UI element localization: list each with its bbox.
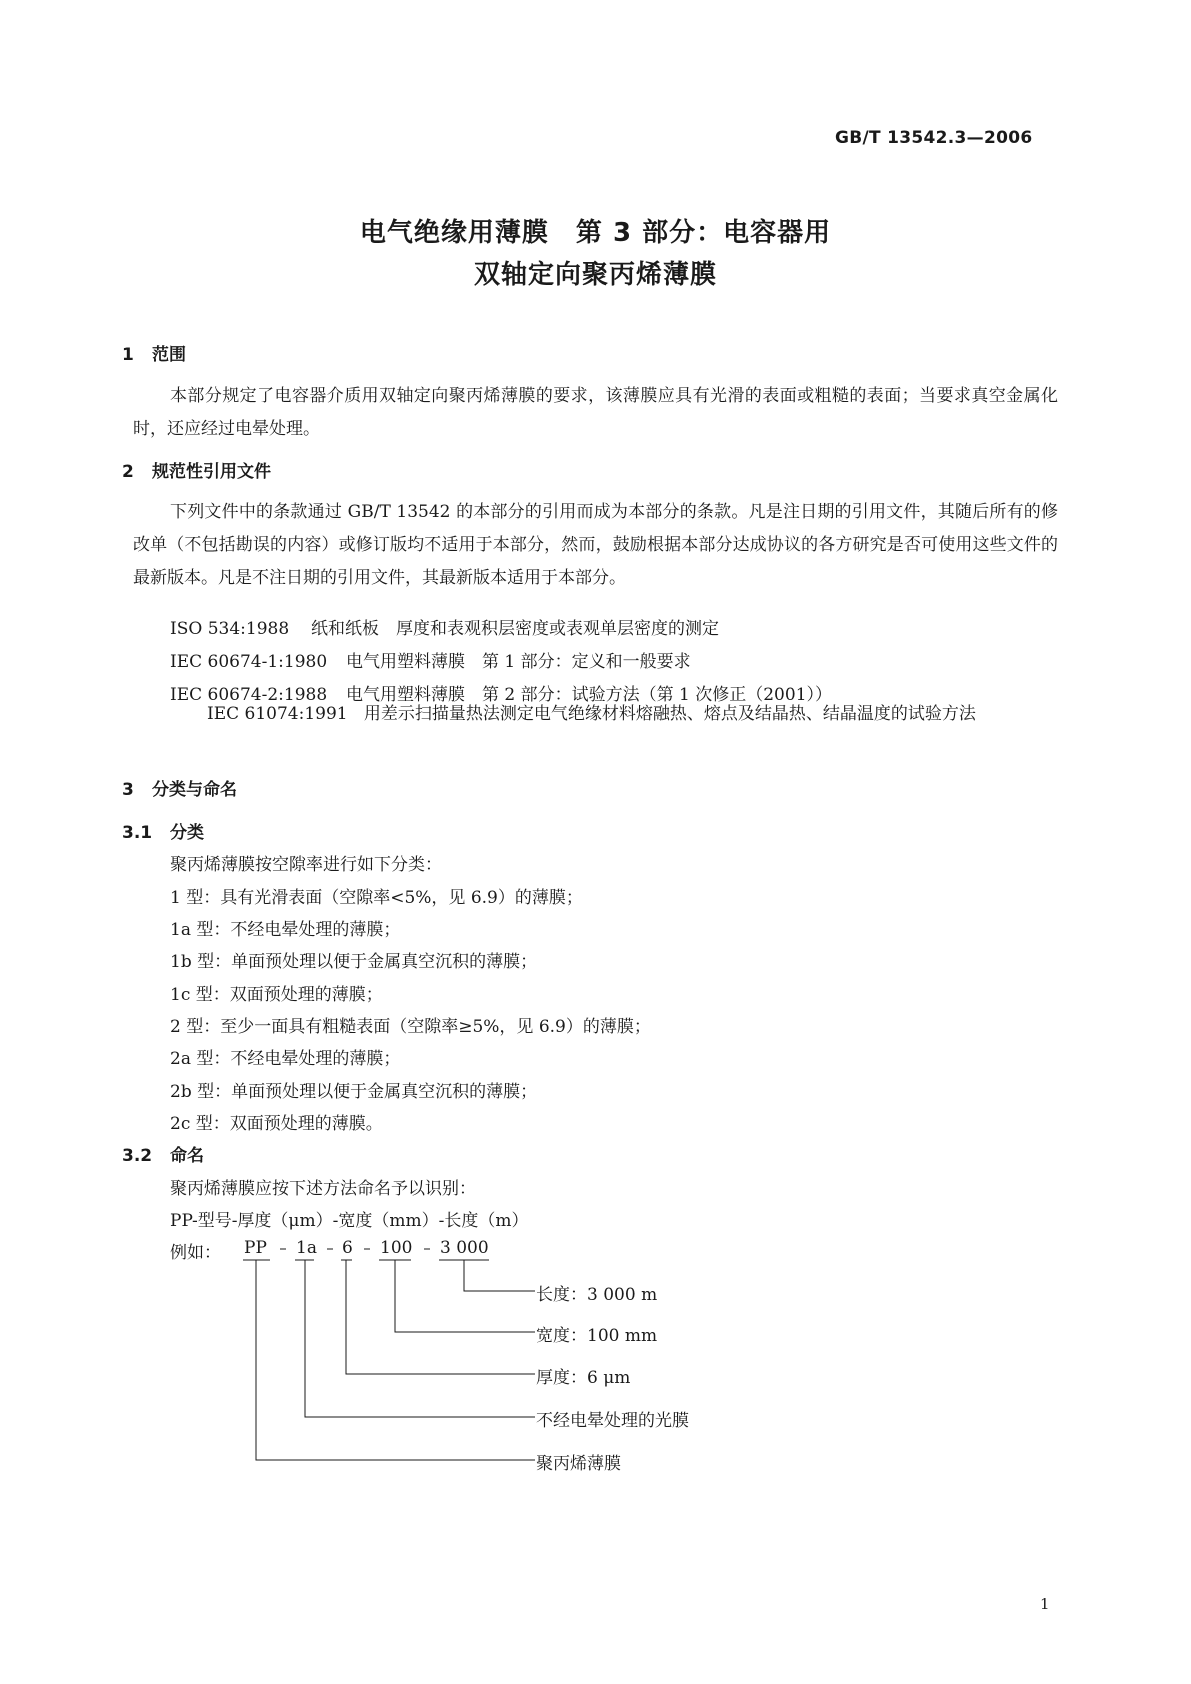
classification-line: 聚丙烯薄膜按空隙率进行如下分类： xyxy=(170,855,442,875)
classification-line: 2a 型：不经电晕处理的薄膜； xyxy=(170,1049,401,1069)
classification-line: 1 型：具有光滑表面（空隙率<5%，见 6.9）的薄膜； xyxy=(170,888,583,908)
classification-line: 1b 型：单面预处理以便于金属真空沉积的薄膜； xyxy=(170,952,538,972)
ref-id: IEC 60674-2:1988 xyxy=(170,685,328,705)
label-thickness: 厚度：6 μm xyxy=(536,1368,631,1388)
example-prefix: 例如： xyxy=(170,1243,221,1263)
classification-line: 1c 型：双面预处理的薄膜； xyxy=(170,985,383,1005)
section-2-text: 下列文件中的条款通过 GB/T 13542 的本部分的引用而成为本部分的条款。凡是注日期的引用文件，其随后所有的修改单（不包括勘误的内容）或修订版均不适用于本部分，然而，鼓励根据本部分达成协议的各方研究是否可使用这些文件的最新版本。凡是不注日期的引用文件，其最新版本适用于本部分。 xyxy=(133,502,1058,588)
title-line-1: 电气绝缘用薄膜 第 3 部分：电容器用 xyxy=(359,218,832,248)
ref-title: 电气用塑料薄膜 第 2 部分：试验方法（第 1 次修正（2001）） xyxy=(346,685,833,705)
ref-title: 用差示扫描量热法测定电气绝缘材料熔融热、熔点及结晶热、结晶温度的试验方法 xyxy=(363,704,976,724)
subsection-number: 3.1 xyxy=(122,823,153,843)
section-1-text: 本部分规定了电容器介质用双轴定向聚丙烯薄膜的要求，该薄膜应具有光滑的表面或粗糙的表面；当要求真空金属化时，还应经过电晕处理。 xyxy=(133,386,1058,439)
page-number: 1 xyxy=(1040,1595,1050,1613)
section-title: 分类与命名 xyxy=(152,780,237,800)
classification-line: 2c 型：双面预处理的薄膜。 xyxy=(170,1114,383,1134)
subsection-title: 命名 xyxy=(170,1146,204,1166)
ref-title: 纸和纸板 厚度和表观积层密度或表观单层密度的测定 xyxy=(311,619,719,639)
subsection-title: 分类 xyxy=(170,823,204,843)
label-pp: 聚丙烯薄膜 xyxy=(536,1454,621,1474)
section-number: 3 xyxy=(122,780,134,800)
bracket-type xyxy=(305,1260,535,1417)
classification-line: 2 型：至少一面具有粗糙表面（空隙率≥5%，见 6.9）的薄膜； xyxy=(170,1017,651,1037)
naming-format: PP-型号-厚度（μm）-宽度（mm）-长度（m） xyxy=(170,1211,529,1231)
section-number: 2 xyxy=(122,462,134,482)
ref-id: IEC 61074:1991 xyxy=(207,704,348,724)
ref-id: IEC 60674-1:1980 xyxy=(170,652,328,672)
section-number: 1 xyxy=(122,345,134,365)
bracket-width xyxy=(395,1260,535,1332)
example-part-thickness: 6 xyxy=(342,1238,353,1258)
subsection-number: 3.2 xyxy=(122,1146,153,1166)
title-line-2: 双轴定向聚丙烯薄膜 xyxy=(473,260,717,290)
example-part-width: 100 xyxy=(380,1238,413,1258)
label-width: 宽度：100 mm xyxy=(536,1326,658,1346)
bracket-thickness xyxy=(346,1260,535,1374)
bracket-length xyxy=(464,1260,535,1291)
ref-id: ISO 534:1988 xyxy=(170,619,290,639)
label-length: 长度：3 000 m xyxy=(536,1285,658,1305)
example-part-pp: PP xyxy=(244,1238,267,1258)
standard-code: GB/T 13542.3—2006 xyxy=(835,128,1033,148)
example-part-length: 3 000 xyxy=(440,1238,489,1258)
section-title: 范围 xyxy=(152,345,186,365)
ref-title: 电气用塑料薄膜 第 1 部分：定义和一般要求 xyxy=(346,652,691,672)
example-part-type: 1a xyxy=(296,1238,317,1258)
label-type: 不经电晕处理的光膜 xyxy=(536,1411,689,1431)
section-title: 规范性引用文件 xyxy=(152,462,271,482)
classification-line: 1a 型：不经电晕处理的薄膜； xyxy=(170,920,401,940)
classification-line: 2b 型：单面预处理以便于金属真空沉积的薄膜； xyxy=(170,1082,538,1102)
naming-intro: 聚丙烯薄膜应按下述方法命名予以识别： xyxy=(170,1179,476,1199)
